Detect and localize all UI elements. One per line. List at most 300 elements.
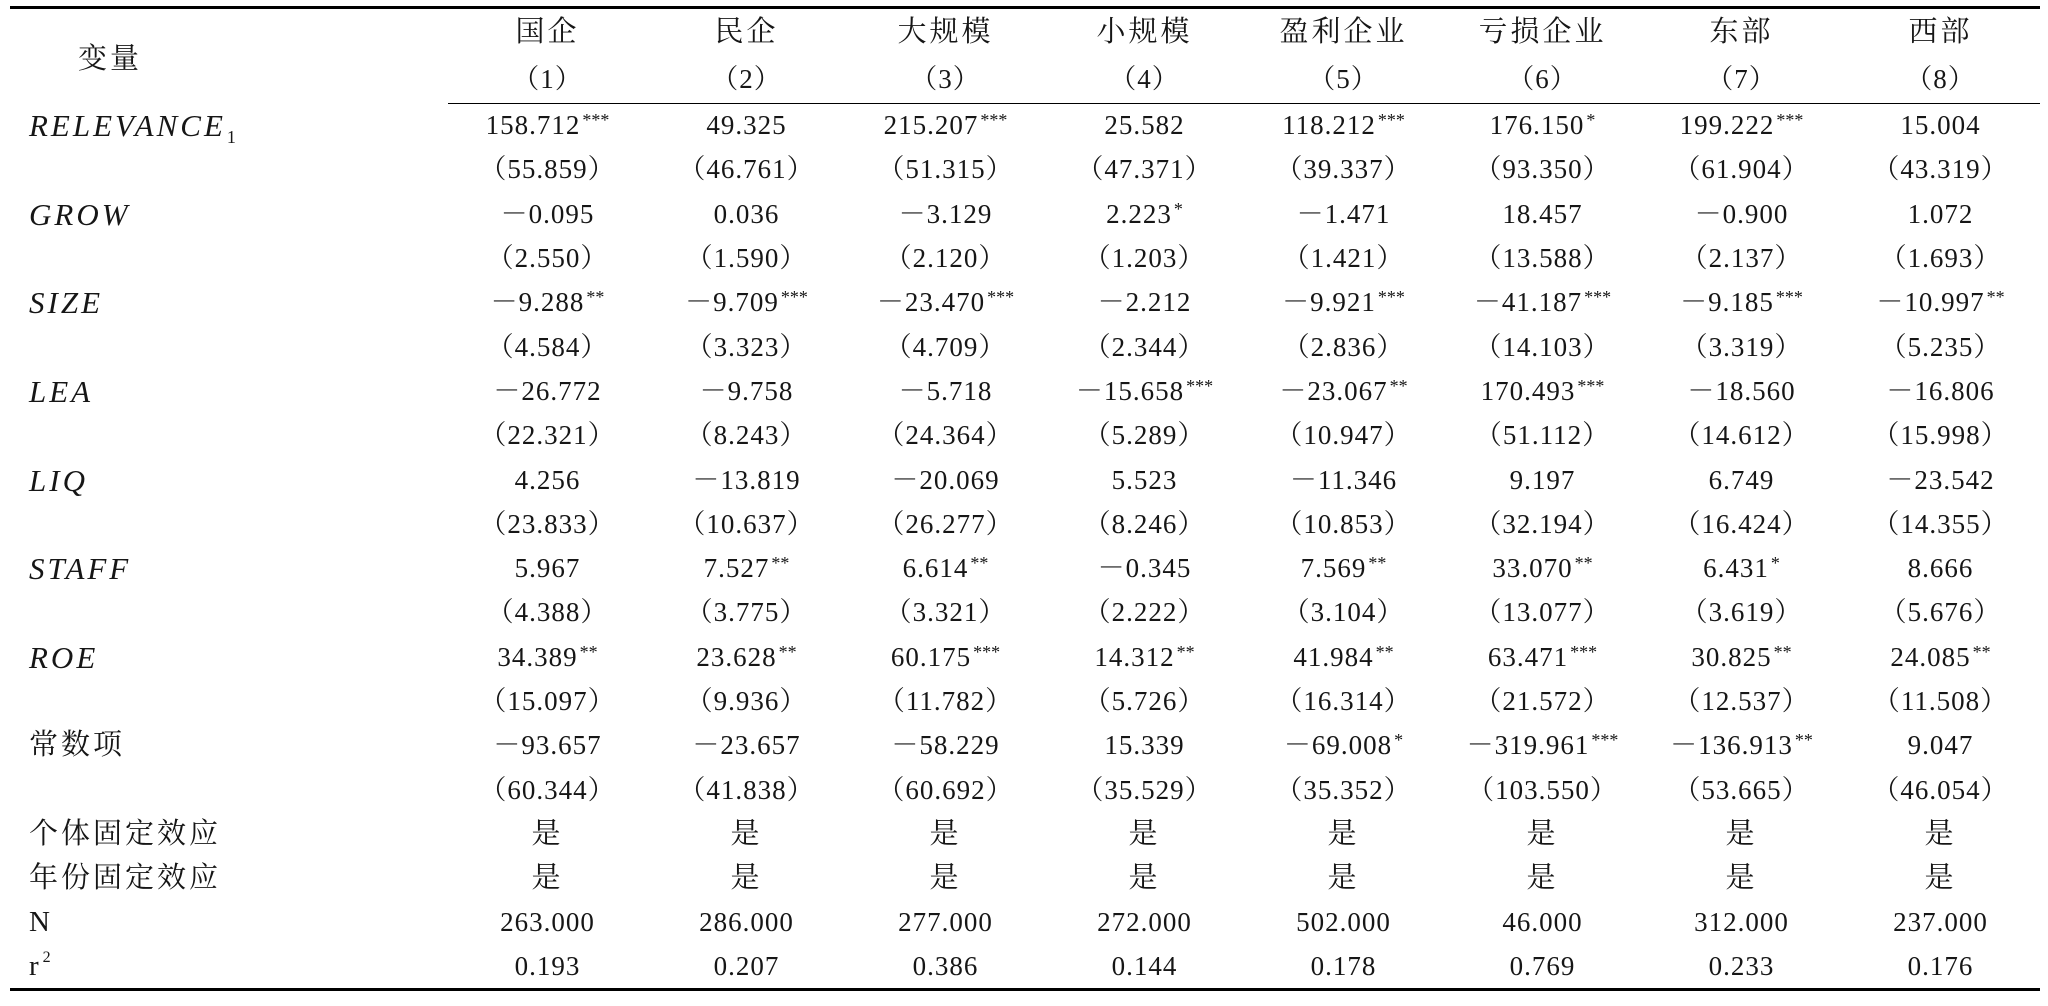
summary-cell <box>1045 857 1244 901</box>
se-value: （2.550） <box>486 243 609 274</box>
se-value: （12.537） <box>1673 686 1810 716</box>
summary-name: 年份固定效应 <box>29 862 222 895</box>
column-header-5: 盈利企业 <box>1279 15 1408 48</box>
summary-value: 是 <box>1924 817 1957 850</box>
significance-stars: *** <box>1377 110 1405 131</box>
se-cell <box>1244 768 1443 812</box>
summary-value: 277.000 <box>898 907 993 938</box>
se-value: （43.319） <box>1872 154 2009 185</box>
significance-stars: *** <box>973 641 1001 662</box>
se-value: （32.194） <box>1474 508 1611 539</box>
coef-value: 60.175 <box>890 641 972 672</box>
summary-value: 是 <box>1327 817 1360 850</box>
coef-value: 23.628 <box>696 641 777 672</box>
se-value: （3.619） <box>1680 597 1803 628</box>
coef-value: 6.614 <box>902 553 969 584</box>
se-cell <box>1841 236 2040 280</box>
se-cell <box>846 591 1045 635</box>
summary-value: 是 <box>1924 862 1957 895</box>
coef-cell <box>1443 104 1642 148</box>
coef-cell <box>1443 458 1642 502</box>
summary-cell <box>1443 857 1642 901</box>
coef-value: 4.256 <box>514 464 581 495</box>
coef-cell <box>1045 724 1244 768</box>
coef-cell <box>647 281 846 325</box>
summary-row <box>10 812 2040 856</box>
summary-cell <box>448 857 647 901</box>
row-label <box>10 635 448 679</box>
se-cell <box>1841 591 2040 635</box>
se-cell <box>1642 679 1841 723</box>
significance-stars: ** <box>778 641 797 662</box>
coef-value: 7.569 <box>1300 553 1367 584</box>
summary-value: 0.233 <box>1708 951 1775 982</box>
significance-stars: *** <box>1776 110 1804 131</box>
coef-value: 215.207 <box>883 110 979 141</box>
summary-value: 是 <box>1128 862 1161 895</box>
se-value: （5.235） <box>1879 331 2002 362</box>
se-value: （11.508） <box>1872 686 2009 716</box>
significance-stars: *** <box>1186 375 1214 396</box>
coef-value: －9.185 <box>1680 287 1774 318</box>
se-cell <box>1841 768 2040 812</box>
table-header <box>10 8 2040 104</box>
coef-value: 63.471 <box>1487 641 1569 672</box>
se-cell <box>647 148 846 192</box>
coefficient-row <box>10 546 2040 590</box>
coef-value: 34.389 <box>497 641 578 672</box>
regression-table <box>10 6 2040 991</box>
column-index-2: （2） <box>647 56 846 104</box>
column-index-4: （4） <box>1045 56 1244 104</box>
row-label-empty <box>10 236 448 280</box>
summary-value: 0.386 <box>912 951 979 982</box>
coef-value: －0.095 <box>500 198 595 229</box>
se-value: （2.344） <box>1083 331 1206 362</box>
coef-cell <box>1244 635 1443 679</box>
summary-value: 286.000 <box>699 907 794 938</box>
row-label <box>10 546 448 590</box>
se-value: （5.289） <box>1083 420 1206 451</box>
coef-value: －9.758 <box>699 375 794 406</box>
column-index-8: （8） <box>1841 56 2040 104</box>
se-cell <box>647 325 846 369</box>
summary-value: 是 <box>1327 862 1360 895</box>
se-cell <box>1642 591 1841 635</box>
coef-cell <box>1045 369 1244 413</box>
row-label <box>10 281 448 325</box>
se-value: （35.529） <box>1076 774 1213 805</box>
coef-value: －23.542 <box>1886 464 1995 495</box>
se-value: （60.692） <box>877 774 1014 805</box>
coef-cell <box>846 104 1045 148</box>
summary-row <box>10 901 2040 945</box>
se-cell <box>846 414 1045 458</box>
summary-value: 0.178 <box>1310 951 1377 982</box>
column-index-5: （5） <box>1244 56 1443 104</box>
coef-cell <box>1841 724 2040 768</box>
se-cell <box>1244 591 1443 635</box>
coef-cell <box>1841 635 2040 679</box>
se-value: （11.782） <box>877 686 1014 716</box>
coef-value: －23.470 <box>876 287 986 318</box>
coef-cell <box>1443 192 1642 236</box>
row-label <box>10 192 448 236</box>
summary-cell <box>448 812 647 856</box>
se-value: （55.859） <box>479 154 616 185</box>
coefficient-row <box>10 192 2040 236</box>
se-cell <box>1642 236 1841 280</box>
significance-stars: ** <box>1773 641 1792 662</box>
row-label-empty <box>10 591 448 635</box>
se-value: （61.904） <box>1673 154 1810 185</box>
summary-cell <box>1642 857 1841 901</box>
se-value: （93.350） <box>1474 154 1611 185</box>
summary-cell <box>1841 812 2040 856</box>
se-cell <box>846 236 1045 280</box>
summary-value: 是 <box>1526 862 1559 895</box>
se-cell <box>647 679 846 723</box>
column-header-3: 大规模 <box>897 15 994 48</box>
coefficient-row <box>10 281 2040 325</box>
se-cell <box>846 148 1045 192</box>
se-cell <box>846 768 1045 812</box>
se-value: （1.203） <box>1083 243 1206 274</box>
coef-value: 5.967 <box>514 553 581 584</box>
row-label <box>10 857 448 901</box>
se-cell <box>647 768 846 812</box>
coef-value: 9.047 <box>1907 730 1974 761</box>
significance-stars: *** <box>1775 287 1803 308</box>
coef-cell <box>1045 104 1244 148</box>
se-cell <box>448 591 647 635</box>
se-value: （51.112） <box>1474 420 1611 451</box>
summary-row <box>10 945 2040 989</box>
se-cell <box>1045 768 1244 812</box>
coef-cell <box>1244 546 1443 590</box>
coef-cell <box>1244 724 1443 768</box>
summary-cell <box>1045 901 1244 945</box>
se-value: （46.761） <box>678 154 815 185</box>
summary-name: 个体固定效应 <box>29 817 222 850</box>
coef-cell <box>448 104 647 148</box>
coefficient-row <box>10 104 2040 148</box>
se-cell <box>1045 148 1244 192</box>
se-value: （14.355） <box>1872 508 2009 539</box>
se-cell <box>647 591 846 635</box>
coef-cell <box>846 369 1045 413</box>
row-label-empty <box>10 768 448 812</box>
summary-cell <box>1443 812 1642 856</box>
summary-cell <box>1244 945 1443 989</box>
coef-value: －136.913 <box>1670 730 1793 761</box>
coef-cell <box>1642 546 1841 590</box>
standard-error-row <box>10 236 2040 280</box>
se-value: （14.612） <box>1673 420 1810 451</box>
se-cell <box>1045 591 1244 635</box>
coef-cell <box>448 458 647 502</box>
coef-cell <box>1642 104 1841 148</box>
variable-name: LIQ <box>29 462 88 498</box>
coef-value: －18.560 <box>1687 375 1796 406</box>
summary-cell <box>647 857 846 901</box>
summary-cell <box>1642 945 1841 989</box>
coef-cell <box>647 104 846 148</box>
summary-value: 是 <box>1128 817 1161 850</box>
se-cell <box>1244 325 1443 369</box>
significance-stars: *** <box>1570 641 1598 662</box>
se-value: （26.277） <box>877 508 1014 539</box>
summary-name: r <box>29 950 41 983</box>
coef-cell <box>448 724 647 768</box>
summary-cell <box>448 901 647 945</box>
se-cell <box>1045 325 1244 369</box>
se-cell <box>1841 679 2040 723</box>
coef-value: 6.749 <box>1708 464 1775 495</box>
coef-cell <box>1841 458 2040 502</box>
summary-row <box>10 857 2040 901</box>
row-label <box>10 812 448 856</box>
coef-cell <box>1841 546 2040 590</box>
coef-cell <box>647 192 846 236</box>
standard-error-row <box>10 502 2040 546</box>
se-cell <box>1642 325 1841 369</box>
se-value: （14.103） <box>1474 331 1611 362</box>
coef-value: －20.069 <box>891 464 1000 495</box>
coef-cell <box>1443 281 1642 325</box>
significance-stars: ** <box>1176 641 1195 662</box>
se-cell <box>448 414 647 458</box>
column-header-1: 国企 <box>515 15 580 48</box>
se-cell <box>1642 502 1841 546</box>
coefficient-row <box>10 635 2040 679</box>
significance-stars: * <box>1394 730 1404 751</box>
se-value: （23.833） <box>479 508 616 539</box>
se-cell <box>1244 236 1443 280</box>
summary-name: N <box>29 906 52 939</box>
variable-name: 常数项 <box>29 729 126 762</box>
se-value: （3.321） <box>884 597 1007 628</box>
coef-value: 118.212 <box>1282 110 1376 141</box>
significance-stars: ** <box>1986 287 2005 308</box>
coef-value: －23.657 <box>692 730 801 761</box>
se-value: （103.550） <box>1467 774 1618 805</box>
row-label-empty <box>10 414 448 458</box>
row-label-empty <box>10 148 448 192</box>
variable-name: SIZE <box>29 285 103 321</box>
coef-cell <box>846 281 1045 325</box>
summary-cell <box>1841 901 2040 945</box>
summary-value: 0.207 <box>713 951 780 982</box>
variable-column-header: 变量 <box>78 42 143 75</box>
row-label <box>10 369 448 413</box>
coef-cell <box>846 192 1045 236</box>
row-label <box>10 945 448 989</box>
coef-cell <box>1443 369 1642 413</box>
summary-value: 是 <box>1725 862 1758 895</box>
coef-cell <box>846 724 1045 768</box>
coef-value: 41.984 <box>1293 641 1374 672</box>
summary-value: 0.176 <box>1907 951 1974 982</box>
row-label-empty <box>10 325 448 369</box>
coef-value: 25.582 <box>1104 110 1185 141</box>
se-cell <box>1443 768 1642 812</box>
significance-stars: ** <box>1375 641 1394 662</box>
coef-value: 15.339 <box>1104 730 1185 761</box>
summary-value: 是 <box>730 862 763 895</box>
se-value: （5.676） <box>1879 597 2002 628</box>
significance-stars: *** <box>1377 287 1405 308</box>
coef-value: －3.129 <box>898 198 993 229</box>
coef-cell <box>1045 635 1244 679</box>
coef-value: 199.222 <box>1679 110 1775 141</box>
significance-stars: * <box>1586 110 1596 131</box>
se-cell <box>647 502 846 546</box>
column-index-6: （6） <box>1443 56 1642 104</box>
summary-cell <box>846 901 1045 945</box>
coef-cell <box>846 458 1045 502</box>
se-value: （47.371） <box>1076 154 1213 185</box>
coef-cell <box>1443 724 1642 768</box>
coef-cell <box>647 546 846 590</box>
se-value: （10.853） <box>1275 508 1412 539</box>
variable-name: ROE <box>29 639 99 675</box>
variable-name: LEA <box>29 373 94 409</box>
se-cell <box>1841 325 2040 369</box>
se-value: （2.836） <box>1282 331 1405 362</box>
coef-value: 8.666 <box>1907 553 1974 584</box>
summary-cell <box>1244 812 1443 856</box>
coef-cell <box>448 281 647 325</box>
se-value: （15.097） <box>479 686 616 716</box>
se-cell <box>1045 414 1244 458</box>
summary-cell <box>846 945 1045 989</box>
coef-value: －9.709 <box>685 287 779 318</box>
coef-value: 5.523 <box>1111 464 1178 495</box>
se-cell <box>1244 414 1443 458</box>
summary-cell <box>448 945 647 989</box>
se-value: （13.077） <box>1474 597 1611 628</box>
se-value: （8.243） <box>685 420 808 451</box>
se-value: （9.936） <box>685 686 808 716</box>
coef-cell <box>1244 281 1443 325</box>
column-index-7: （7） <box>1642 56 1841 104</box>
se-cell <box>1045 236 1244 280</box>
coef-value: －58.229 <box>891 730 1000 761</box>
se-value: （10.637） <box>678 508 815 539</box>
summary-cell <box>1443 945 1642 989</box>
column-header-2: 民企 <box>714 15 779 48</box>
summary-cell <box>647 945 846 989</box>
summary-cell <box>1045 945 1244 989</box>
column-header-4: 小规模 <box>1096 15 1193 48</box>
coef-value: －9.921 <box>1282 287 1376 318</box>
significance-stars: ** <box>1389 375 1408 396</box>
summary-cell <box>1841 857 2040 901</box>
se-cell <box>1244 148 1443 192</box>
summary-value: 是 <box>929 862 962 895</box>
summary-value: 272.000 <box>1097 907 1192 938</box>
summary-cell <box>846 857 1045 901</box>
summary-value: 是 <box>531 862 564 895</box>
se-cell <box>1841 148 2040 192</box>
se-cell <box>448 502 647 546</box>
se-value: （22.321） <box>479 420 616 451</box>
coefficient-row <box>10 458 2040 502</box>
row-label <box>10 458 448 502</box>
coef-value: 7.527 <box>703 553 770 584</box>
coef-cell <box>1443 635 1642 679</box>
coef-value: －93.657 <box>493 730 602 761</box>
summary-cell <box>846 812 1045 856</box>
se-value: （1.590） <box>685 243 808 274</box>
coef-cell <box>1841 104 2040 148</box>
summary-value: 是 <box>531 817 564 850</box>
row-label-empty <box>10 502 448 546</box>
se-value: （2.120） <box>884 243 1007 274</box>
row-label <box>10 901 448 945</box>
coef-cell <box>448 192 647 236</box>
summary-value: 是 <box>929 817 962 850</box>
standard-error-row <box>10 414 2040 458</box>
se-value: （35.352） <box>1275 774 1412 805</box>
summary-cell <box>647 901 846 945</box>
se-cell <box>448 148 647 192</box>
coef-value: 14.312 <box>1094 641 1175 672</box>
significance-stars: ** <box>970 553 989 574</box>
variable-name: GROW <box>29 196 131 232</box>
coefficient-row <box>10 724 2040 768</box>
row-label <box>10 724 448 768</box>
se-cell <box>1244 679 1443 723</box>
coef-value: －1.471 <box>1296 198 1391 229</box>
coef-cell <box>1045 458 1244 502</box>
summary-value: 237.000 <box>1893 907 1988 938</box>
coef-cell <box>1841 369 2040 413</box>
standard-error-row <box>10 325 2040 369</box>
se-cell <box>1443 236 1642 280</box>
coef-value: －15.658 <box>1075 375 1185 406</box>
significance-stars: ** <box>771 553 790 574</box>
summary-value: 是 <box>1725 817 1758 850</box>
se-value: （2.222） <box>1083 597 1206 628</box>
coef-cell <box>647 724 846 768</box>
summary-value: 502.000 <box>1296 907 1391 938</box>
se-value: （21.572） <box>1474 686 1611 716</box>
se-cell <box>846 325 1045 369</box>
significance-stars: *** <box>1591 730 1619 751</box>
coef-value: －16.806 <box>1886 375 1995 406</box>
coef-value: －13.819 <box>692 464 801 495</box>
summary-value: 46.000 <box>1502 907 1583 938</box>
se-cell <box>647 236 846 280</box>
coef-cell <box>846 546 1045 590</box>
se-value: （8.246） <box>1083 508 1206 539</box>
coef-cell <box>1045 546 1244 590</box>
coef-cell <box>647 369 846 413</box>
se-value: （51.315） <box>877 154 1014 185</box>
summary-cell <box>1244 857 1443 901</box>
coef-cell <box>1244 104 1443 148</box>
se-value: （39.337） <box>1275 154 1412 185</box>
row-label-empty <box>10 679 448 723</box>
significance-stars: *** <box>980 110 1008 131</box>
coef-cell <box>1244 458 1443 502</box>
se-cell <box>1443 502 1642 546</box>
se-cell <box>846 679 1045 723</box>
standard-error-row <box>10 148 2040 192</box>
coef-value: －319.961 <box>1466 730 1590 761</box>
